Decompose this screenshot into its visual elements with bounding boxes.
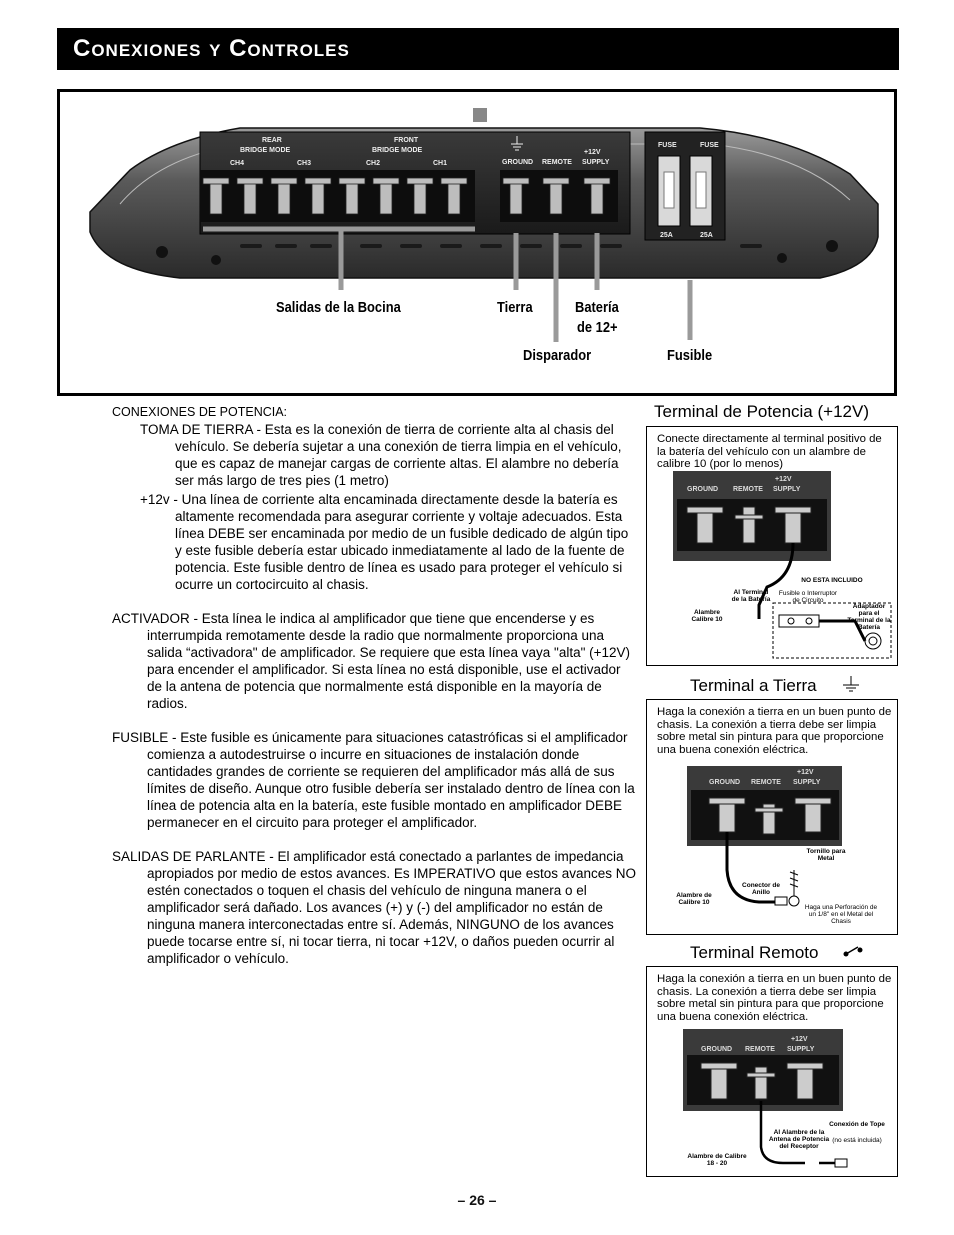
power-adapter: Adaptador para el Terminal de la Batería bbox=[847, 603, 891, 631]
ch4-label: CH4 bbox=[230, 160, 245, 167]
ground-terminal-title-text: Terminal a Tierra bbox=[690, 676, 817, 695]
svg-text:REMOTE: REMOTE bbox=[745, 1046, 775, 1053]
remote-terminal-title: Terminal Remoto bbox=[690, 943, 819, 962]
fuse-panel-label-2: FUSE bbox=[700, 142, 719, 149]
ground-panel-label: GROUND bbox=[502, 159, 534, 166]
ground-terminal-title bbox=[690, 676, 817, 696]
terminal-screw-cap bbox=[503, 178, 529, 184]
svg-text:+12V: +12V bbox=[797, 769, 814, 776]
svg-text:REMOTE: REMOTE bbox=[733, 486, 763, 493]
terminal-screw-cap bbox=[543, 178, 569, 184]
ground-metal-screw: Tornillo para Metal bbox=[806, 848, 846, 862]
svg-text:SUPPLY: SUPPLY bbox=[773, 486, 801, 493]
svg-text:GROUND: GROUND bbox=[701, 1046, 733, 1053]
svg-text:SUPPLY: SUPPLY bbox=[787, 1046, 815, 1053]
ground-drill-hole: Haga una Perforación de un 1/8" en el Metal del Chasis bbox=[804, 904, 878, 925]
terminal-screw bbox=[448, 180, 460, 214]
callout-ground: Tierra bbox=[497, 299, 533, 316]
ch1-label: CH1 bbox=[433, 160, 448, 167]
ground-ring-connector: Conector de Anillo bbox=[742, 882, 780, 896]
ground-paragraph bbox=[140, 421, 636, 489]
remote-not-included: (no está incluida) bbox=[832, 1137, 882, 1144]
power-terminal-text: Conecte directamente al terminal positivo de la batería del vehículo con un alambre de calibre 10 (por lo menos) bbox=[657, 433, 882, 471]
svg-text:REMOTE: REMOTE bbox=[751, 779, 781, 786]
fuse-rating-1: 25A bbox=[660, 232, 673, 239]
remote-panel-label: REMOTE bbox=[542, 159, 572, 166]
power-fuse-breaker: Fusible o Interruptor de Circuito bbox=[778, 590, 838, 604]
terminal-screw bbox=[244, 180, 256, 214]
terminal-screw-cap bbox=[203, 178, 229, 184]
terminal-screw bbox=[346, 180, 358, 214]
callout-trigger: Disparador bbox=[523, 347, 592, 364]
plus12v-panel-label: +12V bbox=[584, 149, 601, 156]
front-label: FRONT bbox=[394, 137, 419, 144]
ch3-label: CH3 bbox=[297, 160, 312, 167]
terminal-screw-cap bbox=[441, 178, 467, 184]
remote-terminal-text: Haga la conexión a tierra en un buen punto de chasis. La conexión a tierra debe ser limpia sobre metal sin pintura para que proporcione una buena conexión eléctrica. bbox=[657, 973, 892, 1023]
terminal-screw-cap bbox=[584, 178, 610, 184]
fuse-rating-2: 25A bbox=[700, 232, 713, 239]
v12-lead: +12v - bbox=[140, 492, 178, 507]
speaker-paragraph bbox=[112, 848, 636, 967]
terminal-screw bbox=[380, 180, 392, 214]
title-bar bbox=[57, 28, 899, 70]
remote-butt-connection: Conexión de Tope bbox=[829, 1121, 885, 1128]
speaker-lead: SALIDAS DE PARLANTE - bbox=[112, 849, 274, 864]
ground-terminal-text: Haga la conexión a tierra en un buen punto de chasis. La conexión a tierra debe ser limpia sobre metal sin pintura para que proporcione una buena conexión eléctrica. bbox=[657, 706, 892, 756]
terminal-screw-cap bbox=[237, 178, 263, 184]
amplifier-illustration bbox=[60, 92, 894, 393]
svg-text:SUPPLY: SUPPLY bbox=[793, 779, 821, 786]
rear-bridge-label: BRIDGE MODE bbox=[240, 147, 291, 154]
callout-speaker-outputs: Salidas de la Bocina bbox=[276, 299, 401, 316]
v12-paragraph bbox=[140, 491, 636, 593]
page-number: – 26 – bbox=[457, 1192, 497, 1208]
ch2-label: CH2 bbox=[366, 160, 381, 167]
ground-terminal-box bbox=[646, 699, 898, 935]
svg-text:GROUND: GROUND bbox=[709, 779, 741, 786]
terminal-screw-cap bbox=[339, 178, 365, 184]
terminal-screw bbox=[312, 180, 324, 214]
terminal-screw bbox=[510, 180, 522, 214]
remote-to-antenna: Al Alambre de la Antena de Potencia del Receptor bbox=[768, 1129, 830, 1150]
body-text bbox=[112, 404, 636, 967]
callout-fuse: Fusible bbox=[667, 347, 713, 364]
fuse-lead: FUSIBLE - bbox=[112, 730, 177, 745]
ground-text: Esta es la conexión de tierra de corriente alta al chasis del vehículo. Se debería sujetar a una conexión de tierra limpia en el vehículo, que es capaz de manejar cargas de corriente altas. El alambre no debería ser más largo de tres pies (1 metro) bbox=[175, 422, 622, 488]
svg-text:+12V: +12V bbox=[775, 476, 792, 483]
remote-terminal-box bbox=[646, 966, 898, 1177]
amplifier-diagram bbox=[57, 89, 897, 396]
terminal-screw bbox=[591, 180, 603, 214]
svg-text:GROUND: GROUND bbox=[687, 486, 719, 493]
rear-label: REAR bbox=[262, 137, 282, 144]
fuse-panel-label-1: FUSE bbox=[658, 142, 677, 149]
callout-battery-line2: de 12+ bbox=[577, 319, 618, 336]
terminal-screw-cap bbox=[271, 178, 297, 184]
speaker-text: El amplificador está conectado a parlantes de impedancia apropiados por medio de estos avances. Es IMPERATIVO que estos avances NO estén conectados o toquen el chasis del vehículo de ninguna manera o el amplificador será dañado. Los avances (+) y (-) del amplificador no están de ninguna manera interconectadas entre sí. Además, NINGUNO de los avances puede tocarse entre sí, ni tocar tierra, ni tocar +12V, o daños pueden ocurrir al amplificador o vehículo. bbox=[147, 849, 636, 966]
power-not-included: NO ESTA INCLUIDO bbox=[801, 577, 863, 584]
terminal-screw bbox=[278, 180, 290, 214]
power-terminal-title: Terminal de Potencia (+12V) bbox=[654, 402, 869, 421]
supply-panel-label: SUPPLY bbox=[582, 159, 610, 166]
activator-lead: ACTIVADOR - bbox=[112, 611, 199, 626]
ground-lead: TOMA DE TIERRA - bbox=[140, 422, 262, 437]
callout-battery-line1: Batería bbox=[575, 299, 619, 316]
power-to-battery-terminal: Al Terminal de la Batería bbox=[731, 589, 771, 603]
terminal-screw-cap bbox=[407, 178, 433, 184]
remote-wire-gauge: Alambre de Calibre 18 - 20 bbox=[687, 1153, 747, 1167]
svg-text:+12V: +12V bbox=[791, 1036, 808, 1043]
front-bridge-label: BRIDGE MODE bbox=[372, 147, 423, 154]
activator-paragraph bbox=[112, 610, 636, 712]
v12-text: Una línea de corriente alta encaminada directamente desde la batería es altamente recomendada para asegurar corriente y voltaje adecuados. Esta línea DEBE ser encaminada por medio de un fusible dedicado de algún tipo y este fusible debería estar ubicado inmediatamente al lado de la fuente de potencia. Este fusible dentro de línea es usado para proteger el vehículo si ocurre un cortocircuito al chasis. bbox=[175, 492, 629, 592]
terminal-screw-cap bbox=[373, 178, 399, 184]
power-wire-gauge: Alambre Calibre 10 bbox=[691, 609, 723, 623]
terminal-screw bbox=[210, 180, 222, 214]
fuse-text: Este fusible es únicamente para situaciones catastróficas si el amplificador comienza a autodestruirse o incurre en situaciones de instalación donde cantidades grandes de corriente se requieren del amplificador más allá de sus límites de diseño. Aunque otro fusible debería ser instalado dentro de línea con la línea de potencia alta en la batería, este fusible montado en amplificador DEBE permanecer en el circuito para proteger el amplificador. bbox=[147, 730, 635, 830]
page-title: Conexiones y Controles bbox=[73, 35, 350, 62]
activator-text: Esta línea le indica al amplificador que tiene que encenderse y es interrumpida remotamente desde la radio que normalmente proporciona una salida “activadora" de amplificador. Se requiere que esta línea vaya "alta" (+12V) para encender el amplificador. Si esta línea no está disponible, use el activador de la antena de potencia que normalmente está disponible en la mayoría de radios. bbox=[147, 611, 631, 711]
power-terminal-box bbox=[646, 426, 898, 666]
terminal-screw-cap bbox=[305, 178, 331, 184]
terminal-screw bbox=[550, 180, 562, 214]
terminal-screw bbox=[414, 180, 426, 214]
fuse-paragraph bbox=[112, 729, 636, 831]
power-heading: CONEXIONES DE POTENCIA: bbox=[112, 405, 288, 419]
ground-symbol-icon bbox=[842, 675, 860, 695]
ground-wire-gauge: Alambre de Calibre 10 bbox=[676, 892, 712, 906]
remote-switch-icon bbox=[842, 945, 864, 959]
